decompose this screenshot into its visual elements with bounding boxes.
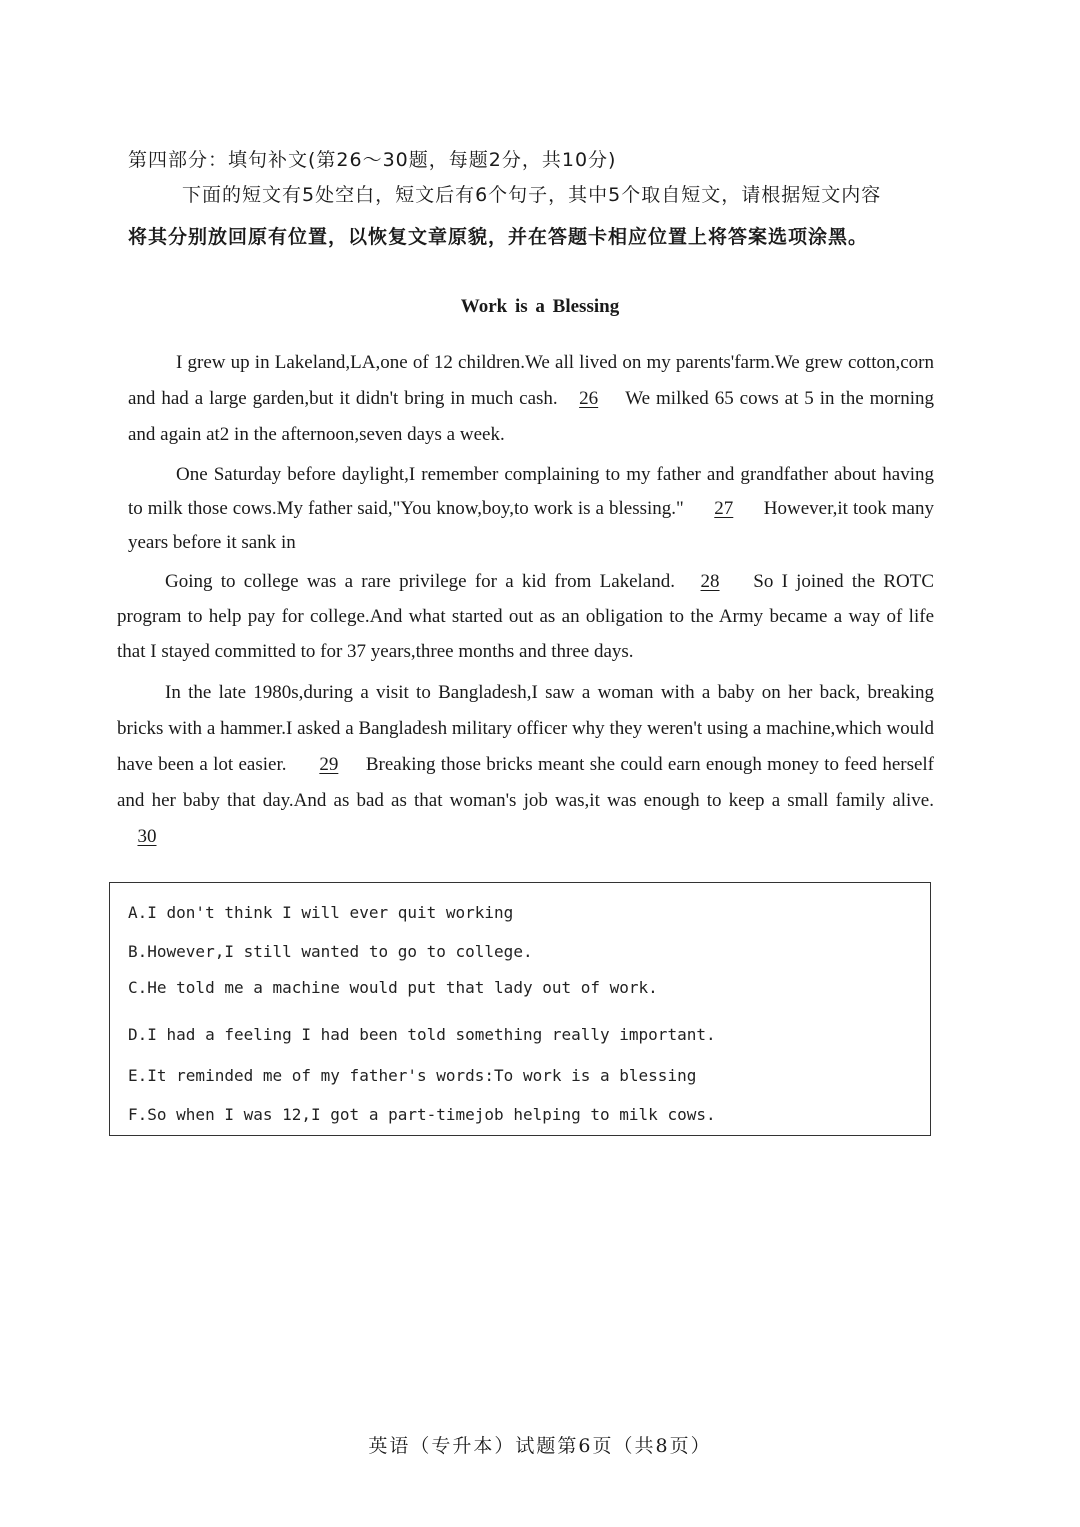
section-title: 第四部分：填句补文(第26～30题，每题2分，共10分) (128, 149, 617, 171)
passage-title: Work is a Blessing (460, 296, 620, 317)
instruction-line-1: 下面的短文有5处空白，短文后有6个句子，其中5个取自短文，请根据短文内容 (182, 184, 882, 206)
paragraph-3-text-b: So I joined the ROTC program to help pay for college.And what started out as an obligation to the Army became a way of life that I stayed committed to for 37 years,three months and three days. (117, 571, 935, 662)
blank-28: 28 (700, 571, 720, 592)
option-d: D.I had a feeling I had been told something really important. (128, 1025, 716, 1044)
paragraph-4 (117, 675, 934, 855)
paragraph-1-text-a: I grew up in Lakeland,LA,one of 12 children.We all lived on my parents'farm.We grew cotton,corn and had a large garden,but it didn't bring in much cash. (128, 352, 934, 409)
paragraph-3-text-a: Going to college was a rare privilege for a kid from Lakeland. (165, 571, 676, 592)
blank-27: 27 (714, 498, 734, 519)
paragraph-1-text-b: We milked 65 cows at 5 in the morning and again at2 in the afternoon,seven days a week. (128, 388, 934, 445)
page-footer: 英语（专升本）试题第6页（共8页） (368, 1435, 712, 1457)
blank-30: 30 (137, 826, 157, 847)
instruction-line-2: 将其分别放回原有位置，以恢复文章原貌，并在答题卡相应位置上将答案选项涂黑。 (128, 226, 869, 248)
option-c: C.He told me a machine would put that lady out of work. (128, 978, 658, 997)
paragraph-4-text-a: In the late 1980s,during a visit to Bangladesh,I saw a woman with a baby on her back, breaking bricks with a hammer.I asked a Bangladesh military officer why they weren't using a machine,which would have been a lot easier. (117, 682, 934, 775)
paragraph-2 (128, 458, 934, 560)
paragraph-2-text-a: One Saturday before daylight,I remember complaining to my father and grandfather about having to milk those cows.My father said,"You know,boy,to work is a blessing." (128, 464, 934, 519)
option-a: A.I don't think I will ever quit working (128, 903, 514, 922)
paragraph-3 (117, 564, 934, 669)
paragraph-1 (128, 345, 934, 453)
paragraph-2-text-b: However,it took many years before it sank in (128, 498, 934, 553)
blank-26: 26 (579, 388, 599, 409)
options-box (109, 882, 931, 1136)
option-e: E.It reminded me of my father's words:To work is a blessing (128, 1066, 697, 1085)
option-b: B.However,I still wanted to go to college. (128, 942, 533, 961)
option-f: F.So when I was 12,I got a part-timejob helping to milk cows. (128, 1105, 716, 1124)
paragraph-4-text-b: Breaking those bricks meant she could earn enough money to feed herself and her baby that day.And as bad as that woman's job was,it was enough to keep a small family alive. (117, 754, 935, 811)
blank-29: 29 (319, 754, 339, 775)
